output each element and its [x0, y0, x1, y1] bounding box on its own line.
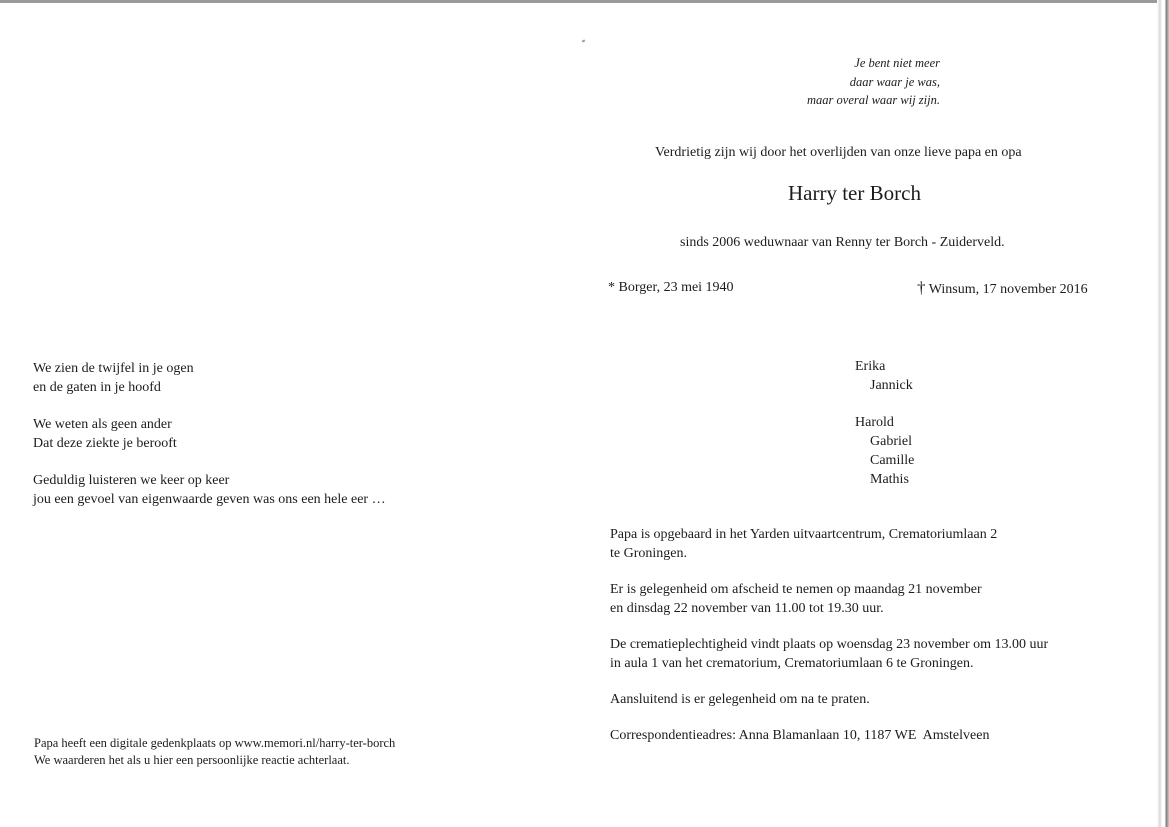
info-line: te Groningen.: [610, 546, 687, 561]
poem: [33, 359, 386, 527]
info-paragraph: [610, 635, 1048, 673]
info-line: Papa is opgebaard in het Yarden uitvaartcentrum, Crematoriumlaan 2: [610, 527, 998, 542]
deceased-name: Harry ter Borch: [788, 181, 921, 205]
quote-line: daar waar je was,: [849, 74, 940, 89]
poem-line: Dat deze ziekte je berooft: [33, 436, 177, 451]
info-line: in aula 1 van het crematorium, Crematoriumlaan 6 te Groningen.: [610, 656, 974, 671]
info-paragraph: [610, 525, 1048, 563]
poem-line: We zien de twijfel in je ogen: [33, 361, 194, 376]
family-parent: Erika: [855, 359, 886, 374]
family-child: Jannick: [870, 378, 913, 393]
poem-line: jou een gevoel van eigenwaarde geven was ons een hele eer …: [33, 492, 386, 507]
poem-stanza: [33, 471, 386, 509]
family-child: Mathis: [870, 472, 909, 487]
scan-speck: [582, 39, 586, 42]
memorial-line: We waarderen het als u hier een persoonlijke reactie achterlaat.: [34, 753, 350, 767]
memorial-note: [34, 735, 395, 769]
info-paragraph: [610, 690, 1048, 709]
quote-line: maar overal waar wij zijn.: [807, 93, 940, 107]
poem-stanza: [33, 415, 386, 453]
death-text: Winsum, 17 november 2016: [928, 282, 1088, 297]
opening-quote: [740, 54, 940, 110]
info-paragraph: [610, 580, 1048, 618]
info-line: Aansluitend is er gelegenheid om na te praten.: [610, 692, 870, 707]
correspondence-address: [610, 726, 1048, 745]
poem-stanza: [33, 359, 386, 397]
scan-edge-top: [0, 0, 1169, 3]
family-child: Camille: [870, 453, 915, 468]
info-line: Correspondentieadres: Anna Blamanlaan 10, 1187 WE Amstelveen: [610, 728, 990, 743]
poem-line: en de gaten in je hoofd: [33, 380, 161, 395]
family-list: [855, 357, 914, 489]
death-line: [917, 278, 1088, 298]
funeral-info: [610, 525, 1048, 762]
family-parent: Harold: [855, 415, 894, 430]
announcement-intro: Verdrietig zijn wij door het overlijden van onze lieve papa en opa: [655, 145, 1022, 160]
quote-line: Je bent niet meer: [854, 56, 940, 70]
birth-line: * Borger, 23 mei 1940: [608, 280, 734, 295]
info-line: en dinsdag 22 november van 11.00 tot 19.30 uur.: [610, 601, 884, 616]
widower-line: sinds 2006 weduwnaar van Renny ter Borch - Zuiderveld.: [680, 235, 1005, 250]
poem-line: We weten als geen ander: [33, 417, 172, 432]
family-child: Gabriel: [870, 434, 912, 449]
memorial-line: Papa heeft een digitale gedenkplaats op www.memori.nl/harry-ter-borch: [34, 736, 396, 750]
info-line: Er is gelegenheid om afscheid te nemen op maandag 21 november: [610, 582, 982, 597]
poem-line: Geduldig luisteren we keer op keer: [33, 473, 230, 488]
info-line: De crematieplechtigheid vindt plaats op woensdag 23 november om 13.00 uur: [610, 637, 1049, 652]
cross-icon: †: [917, 278, 926, 297]
scan-edge-right: [1157, 0, 1169, 827]
